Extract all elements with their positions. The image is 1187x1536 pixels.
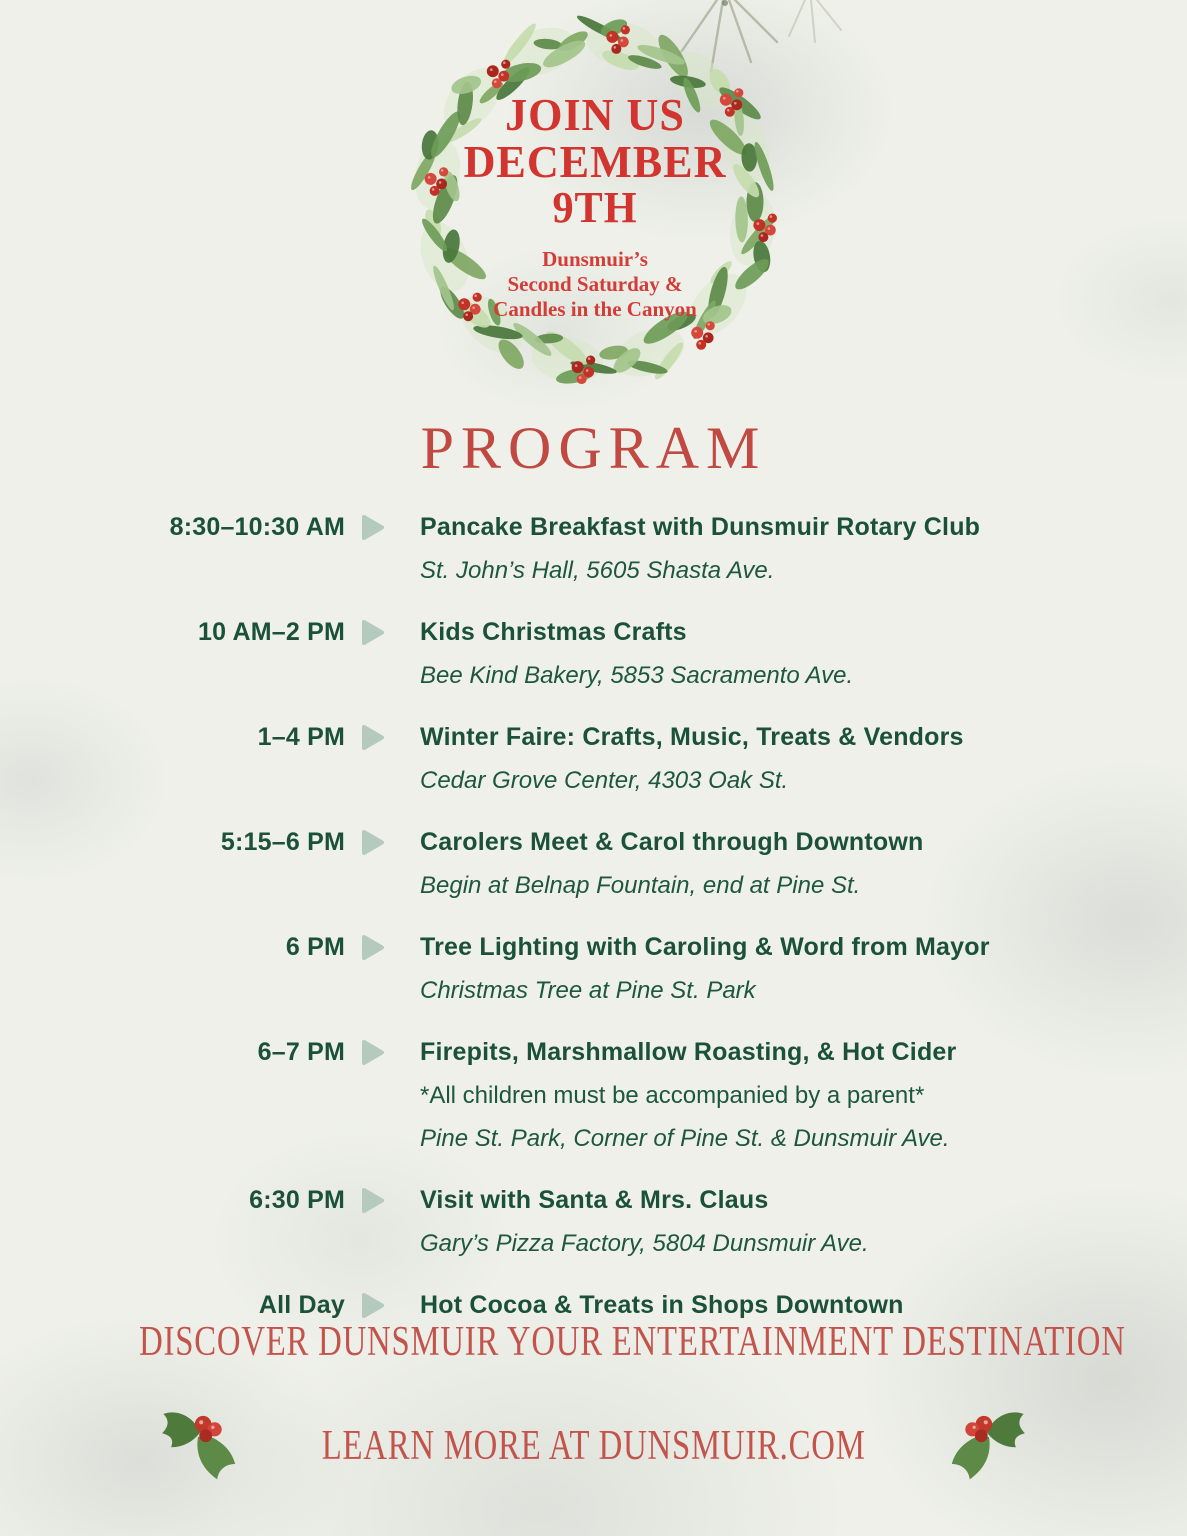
- event-body: [420, 932, 1132, 1005]
- event-row: [85, 1037, 1132, 1153]
- event-title: Winter Faire: Crafts, Music, Treats & Vendors: [420, 723, 964, 751]
- footer-learn-more: [0, 1396, 1187, 1496]
- event-row: [85, 722, 1132, 795]
- holly-icon-right: [948, 1406, 1030, 1486]
- arrow-icon: [345, 617, 420, 690]
- event-body: [420, 1037, 1132, 1153]
- event-title: Tree Lighting with Caroling & Word from Mayor: [420, 933, 990, 961]
- event-title: Firepits, Marshmallow Roasting, & Hot Cider: [420, 1038, 957, 1066]
- event-row: [85, 617, 1132, 690]
- wreath-subtitle-line2: Second Saturday &: [507, 271, 683, 296]
- event-note: *All children must be accompanied by a parent*: [420, 1082, 925, 1109]
- event-row: [85, 827, 1132, 900]
- footer-tagline: [0, 1318, 1187, 1366]
- event-body: [420, 512, 1132, 585]
- event-location: Cedar Grove Center, 4303 Oak St.: [420, 767, 789, 794]
- wreath-illustration: [370, 0, 820, 412]
- wreath-title-line3: 9TH: [552, 182, 638, 232]
- event-title: Visit with Santa & Mrs. Claus: [420, 1186, 769, 1214]
- arrow-icon: [345, 1037, 420, 1153]
- wreath-subtitle: [370, 247, 820, 323]
- event-location: Pine St. Park, Corner of Pine St. & Dunsmuir Ave.: [420, 1125, 950, 1152]
- event-location: St. John’s Hall, 5605 Shasta Ave.: [420, 557, 775, 584]
- event-time: 8:30–10:30 AM: [169, 513, 345, 541]
- event-title: Kids Christmas Crafts: [420, 618, 687, 646]
- event-time: 6:30 PM: [249, 1186, 345, 1214]
- event-time: All Day: [258, 1291, 345, 1319]
- arrow-icon: [345, 722, 420, 795]
- wreath-title: [379, 89, 811, 232]
- arrow-icon: [345, 932, 420, 1005]
- event-location: Bee Kind Bakery, 5853 Sacramento Ave.: [420, 662, 854, 689]
- footer-learn-more-text: LEARN MORE AT DUNSMUIR.COM: [321, 1423, 866, 1469]
- event-body: [420, 722, 1132, 795]
- program-title: PROGRAM: [420, 415, 767, 481]
- event-time: 6–7 PM: [257, 1038, 345, 1066]
- footer-tagline-text: DISCOVER DUNSMUIR YOUR ENTERTAINMENT DESTINATION: [139, 1319, 1126, 1365]
- arrow-icon: [345, 1185, 420, 1258]
- event-row: [85, 1185, 1132, 1258]
- event-location: Gary’s Pizza Factory, 5804 Dunsmuir Ave.: [420, 1230, 869, 1257]
- event-body: [420, 1185, 1132, 1258]
- wreath-subtitle-line3: Candles in the Canyon: [493, 297, 697, 322]
- program-schedule: [85, 512, 1132, 1356]
- event-location: Begin at Belnap Fountain, end at Pine St.: [420, 872, 861, 899]
- event-body: [420, 827, 1132, 900]
- event-title: Pancake Breakfast with Dunsmuir Rotary Club: [420, 513, 981, 541]
- event-time: 5:15–6 PM: [220, 828, 345, 856]
- event-time: 1–4 PM: [257, 723, 345, 751]
- holly-icon-left: [157, 1406, 239, 1486]
- wreath-subtitle-line1: Dunsmuir’s: [542, 246, 648, 271]
- event-body: [420, 617, 1132, 690]
- event-title: Carolers Meet & Carol through Downtown: [420, 828, 924, 856]
- event-time: 6 PM: [285, 933, 345, 961]
- arrow-icon: [345, 827, 420, 900]
- event-title: Hot Cocoa & Treats in Shops Downtown: [420, 1291, 904, 1319]
- wreath-title-line1: JOIN US: [505, 89, 685, 140]
- event-location: Christmas Tree at Pine St. Park: [420, 977, 756, 1004]
- event-row: [85, 512, 1132, 585]
- event-time: 10 AM–2 PM: [198, 618, 345, 646]
- event-row: [85, 932, 1132, 1005]
- arrow-icon: [345, 512, 420, 585]
- wreath-text: [370, 0, 820, 322]
- wreath-title-line2: DECEMBER: [463, 135, 727, 187]
